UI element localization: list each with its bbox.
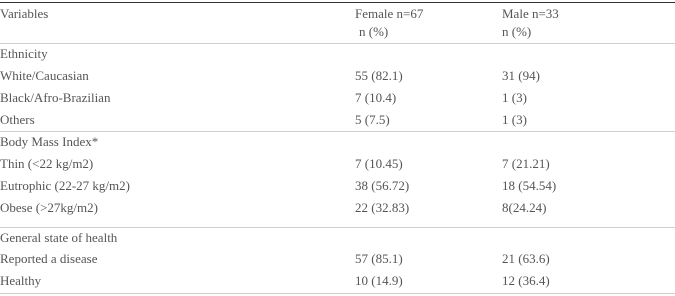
header-male-unit: n (%) — [502, 24, 532, 39]
section-title-row — [0, 228, 675, 248]
female-value: 22 (32.83) — [355, 200, 410, 215]
table-row — [0, 110, 675, 130]
table-row — [0, 66, 675, 86]
table-row — [0, 176, 675, 196]
female-value: 5 (7.5) — [355, 112, 390, 127]
table-row — [0, 249, 675, 269]
table-bottom-rule — [0, 293, 675, 294]
table-row — [0, 154, 675, 174]
section-title: General state of health — [0, 230, 118, 245]
header-variables: Variables — [0, 6, 49, 21]
male-value: 1 (3) — [502, 90, 527, 105]
header-female-unit: n (%) — [359, 24, 389, 39]
table-header-row — [0, 4, 675, 24]
table-row — [0, 198, 675, 218]
header-male: Male n=33 — [502, 6, 559, 21]
female-value: 7 (10.45) — [355, 156, 403, 171]
table-row — [0, 88, 675, 108]
male-value: 21 (63.6) — [502, 251, 550, 266]
section-title-row — [0, 44, 675, 64]
female-value: 10 (14.9) — [355, 273, 403, 288]
section-title-row — [0, 132, 675, 152]
row-label: Obese (>27kg/m2) — [0, 200, 98, 215]
male-value: 7 (21.21) — [502, 156, 550, 171]
row-label: Eutrophic (22-27 kg/m2) — [0, 178, 130, 193]
row-label: Others — [0, 112, 35, 127]
row-label: Reported a disease — [0, 251, 98, 266]
male-value: 12 (36.4) — [502, 273, 550, 288]
male-value: 1 (3) — [502, 112, 527, 127]
table-row — [0, 271, 675, 291]
female-value: 7 (10.4) — [355, 90, 397, 105]
row-label: White/Caucasian — [0, 68, 89, 83]
male-value: 8(24.24) — [502, 200, 547, 215]
female-value: 57 (85.1) — [355, 251, 403, 266]
section-title: Ethnicity — [0, 46, 48, 61]
row-label: Healthy — [0, 273, 42, 288]
female-value: 38 (56.72) — [355, 178, 410, 193]
male-value: 18 (54.54) — [502, 178, 557, 193]
row-label: Black/Afro-Brazilian — [0, 90, 111, 105]
female-value: 55 (82.1) — [355, 68, 403, 83]
row-label: Thin (<22 kg/m2) — [0, 156, 94, 171]
male-value: 31 (94) — [502, 68, 540, 83]
section-title: Body Mass Index* — [0, 134, 99, 149]
header-female: Female n=67 — [355, 6, 424, 21]
table-top-rule — [0, 2, 675, 3]
